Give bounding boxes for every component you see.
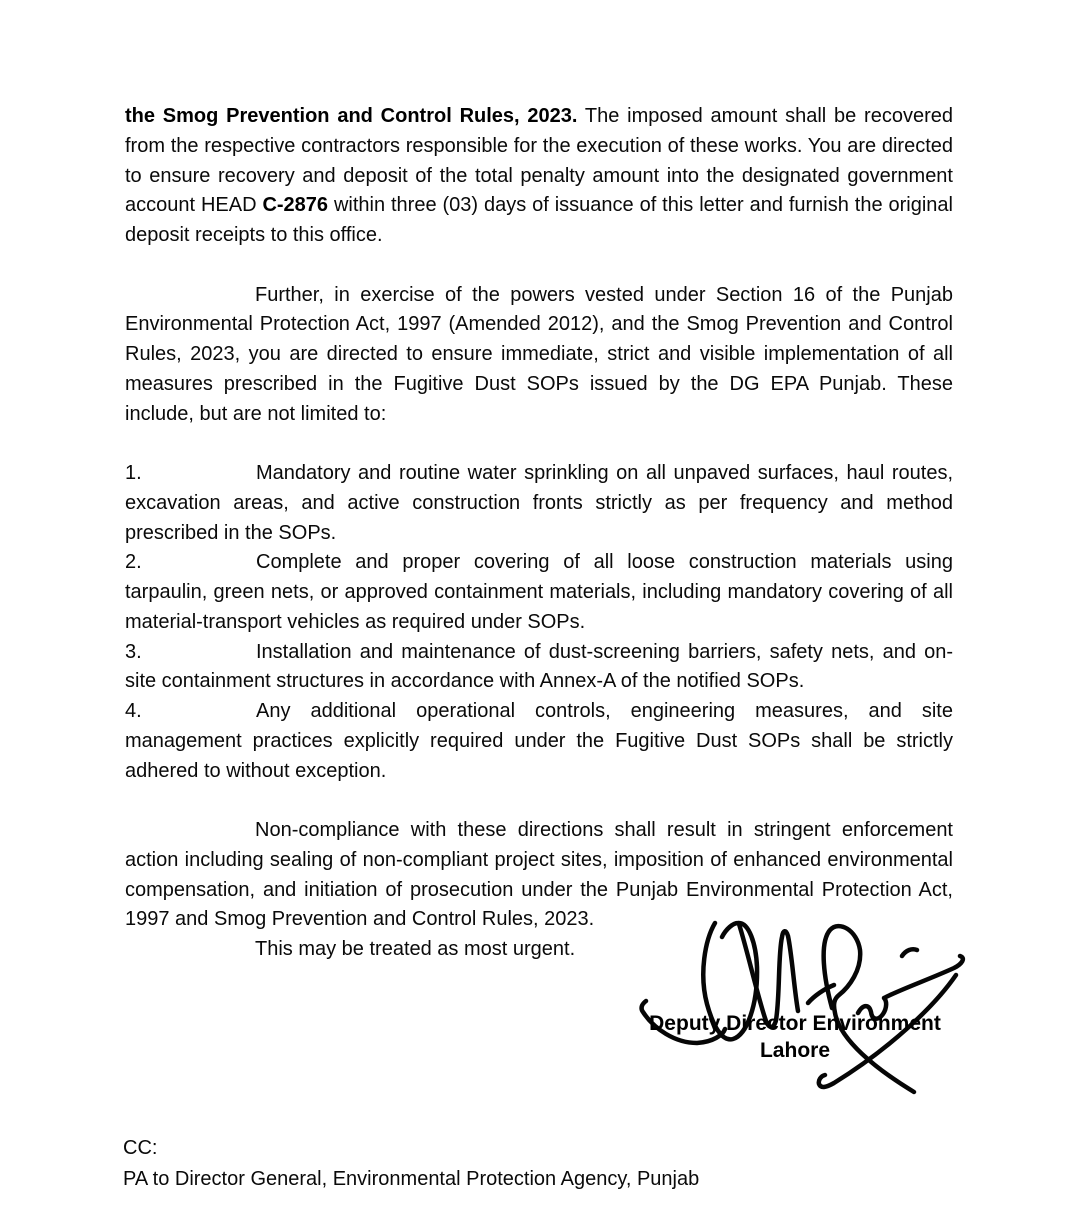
- signature-stroke-top-tick: [902, 949, 917, 956]
- bold-account-head: C-2876: [262, 194, 329, 217]
- list-text-4: Any additional operational controls, engineering measures, and site management practices explicitly required under the Fugitive Dust SOPs shall be strictly adhered to without exception.: [125, 700, 953, 782]
- signatory-city: Lahore: [759, 1039, 830, 1062]
- bold-smog-rules-title: the Smog Prevention and Control Rules, 2023.: [125, 105, 578, 127]
- handwritten-signature-icon: [618, 893, 1018, 1113]
- urgent-line: This may be treated as most urgent.: [255, 938, 576, 960]
- list-number-4: 4.: [125, 700, 142, 722]
- paragraph-penalty-recovery: [125, 102, 953, 251]
- signatory-title: Deputy Director Environment: [649, 1012, 941, 1035]
- letter-body: [125, 102, 953, 965]
- list-text-2: Complete and proper covering of all loose construction materials using tarpaulin, green nets, or approved containment materials, including mandatory covering of all material-transport vehicles as required under SOPs.: [125, 551, 953, 633]
- list-number-3: 3.: [125, 640, 142, 663]
- para1-text-a: The imposed amount shall be recovered from the respective contractors responsible for the execution of these works. You are directed to ensure recovery and deposit of the total penalty amount into the designated government account HEAD: [125, 105, 953, 217]
- paragraph-further-directions: Further, in exercise of the powers vested under Section 16 of the Punjab Environmental Protection Act, 1997 (Amended 2012), and the Smog Prevention and Control Rules, 2023, you are directed to ensure immediate, strict and visible implementation of all measures prescribed in the Fugitive Dust SOPs issued by the DG EPA Punjab. These include, but are not limited to:: [125, 283, 953, 425]
- list-item-4: [125, 697, 953, 786]
- cc-recipient: PA to Director General, Environmental Protection Agency, Punjab: [123, 1167, 700, 1190]
- paragraph-non-compliance: Non-compliance with these directions shall result in stringent enforcement action including sealing of non-compliant project sites, imposition of enhanced environmental compensation, and initiation of prosecution under the Punjab Environmental Protection Act, 1997 and Smog Prevention and Control Rules, 2023.: [125, 819, 953, 931]
- signatory-block: [620, 1010, 970, 1064]
- cc-block: [123, 1133, 699, 1194]
- list-text-1: Mandatory and routine water sprinkling on all unpaved surfaces, haul routes, excavation areas, and active construction fronts strictly as per frequency and method prescribed in the SOPs.: [125, 462, 953, 544]
- list-text-3: Installation and maintenance of dust-screening barriers, safety nets, and on-site containment structures in accordance with Annex-A of the notified SOPs.: [125, 640, 953, 693]
- list-item-1: [125, 459, 953, 548]
- list-item-2: [125, 548, 953, 637]
- list-item-3: [125, 638, 953, 698]
- list-number-2: 2.: [125, 551, 142, 574]
- list-number-1: 1.: [125, 462, 142, 484]
- cc-label: CC:: [123, 1137, 158, 1159]
- para1-text-b: within three (03) days of issuance of this letter and furnish the original deposit receipts to this office.: [125, 194, 953, 246]
